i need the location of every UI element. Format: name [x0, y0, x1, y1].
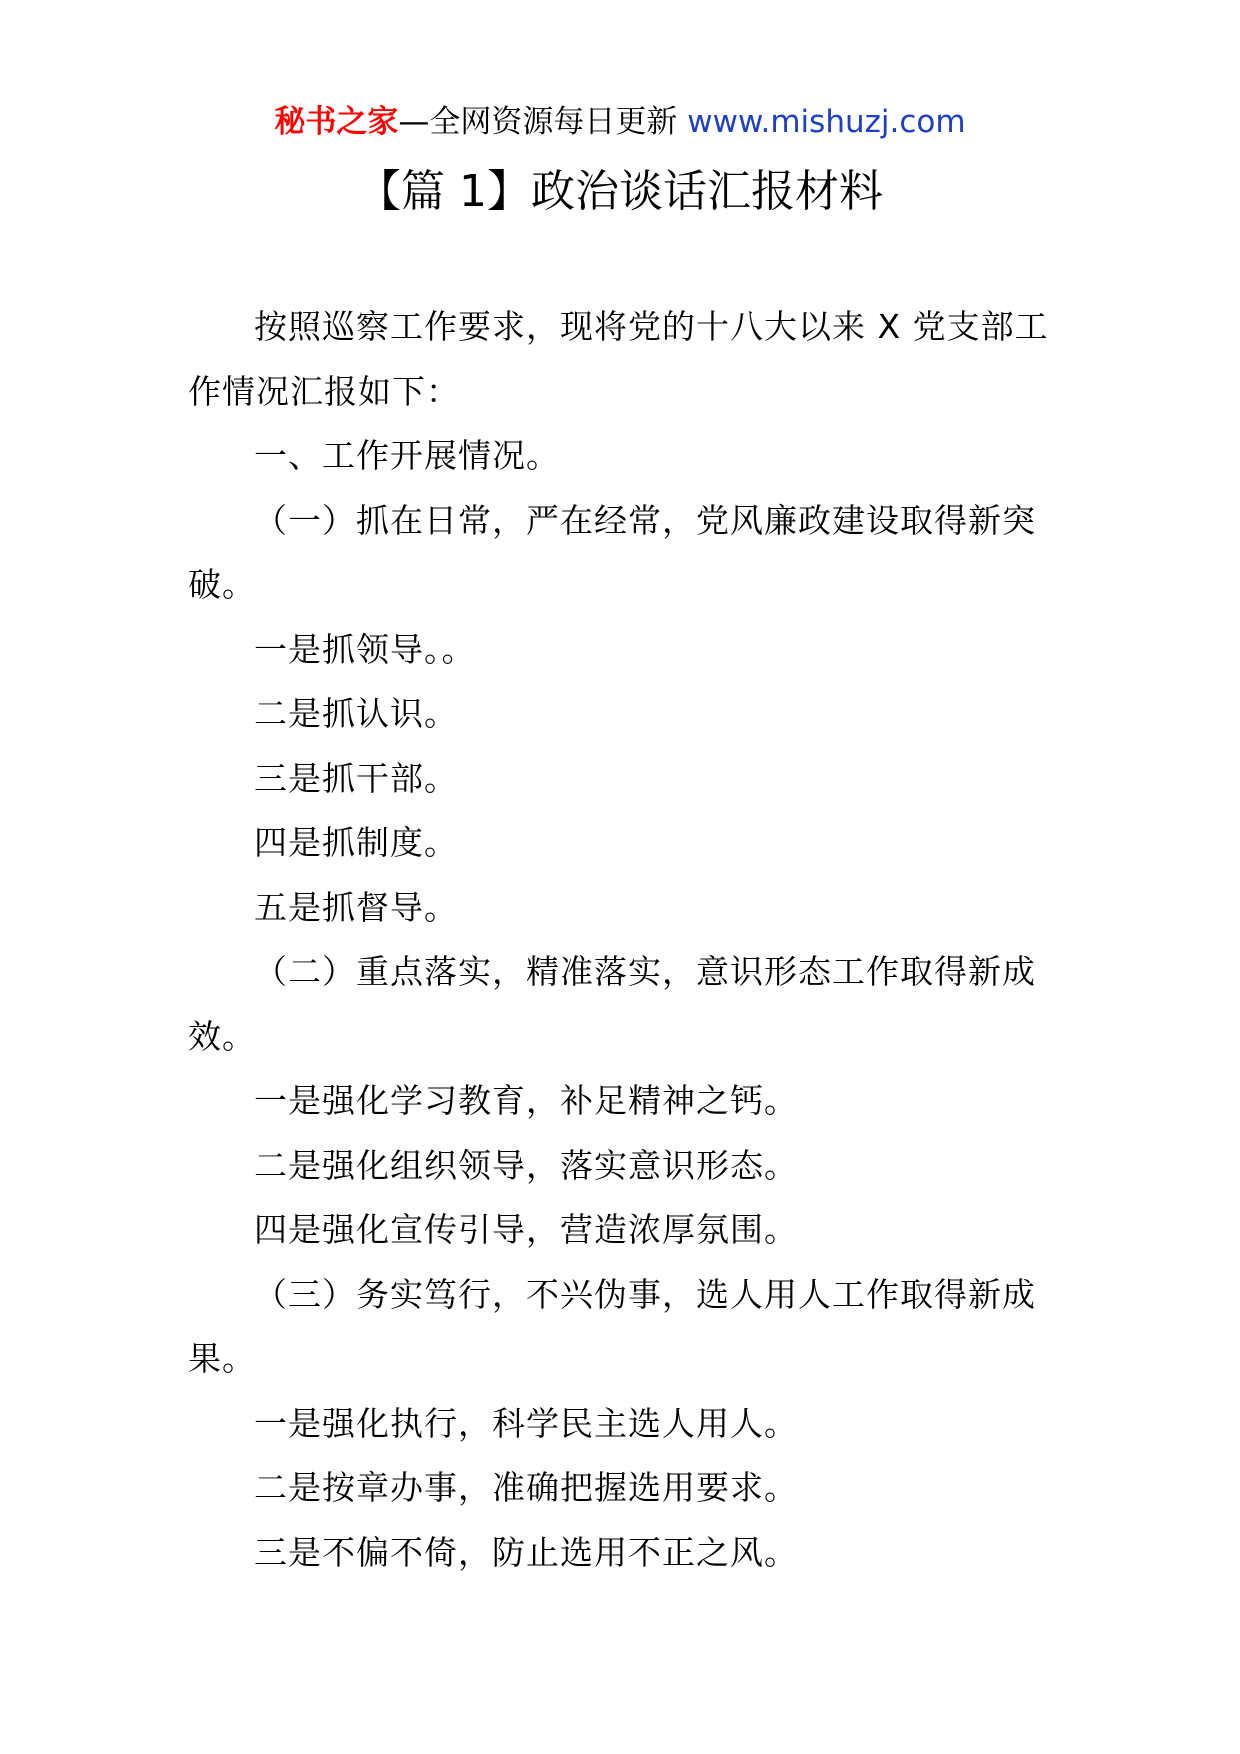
list-item: 四是强化宣传引导，营造浓厚氛围。 — [254, 1210, 798, 1249]
list-item: 二是按章办事，准确把握选用要求。 — [254, 1468, 798, 1507]
document-body — [188, 295, 1058, 1585]
section-heading-1: 一、工作开展情况。 — [254, 436, 560, 475]
list-item: 一是强化执行，科学民主选人用人。 — [254, 1403, 798, 1443]
site-url-link[interactable]: www.mishuzj.com — [687, 104, 966, 140]
list-item: 三是不偏不倚，防止选用不正之风。 — [254, 1532, 798, 1572]
list-item: 二是强化组织领导，落实意识形态。 — [254, 1145, 798, 1185]
list-item: 五是抓督导。 — [254, 887, 458, 927]
list-item: 四是抓制度。 — [254, 823, 458, 862]
document-title: 【篇 1】政治谈话汇报材料 — [357, 166, 883, 217]
paragraph-intro: 按照巡察工作要求，现将党的十八大以来 X 党支部工作情况汇报如下： — [188, 307, 1049, 411]
header-tagline: —全网资源每日更新 — [398, 104, 678, 140]
subsection-heading-2: （二）重点落实，精准落实，意识形态工作取得新成效。 — [188, 952, 1036, 1056]
brand-name: 秘书之家 — [274, 104, 399, 140]
list-item: 一是强化学习教育，补足精神之钙。 — [254, 1081, 798, 1120]
subsection-heading-1: （一）抓在日常，严在经常，党风廉政建设取得新突破。 — [188, 500, 1036, 604]
list-item: 一是抓领导。。 — [254, 629, 476, 669]
subsection-heading-3: （三）务实笃行，不兴伪事，选人用人工作取得新成果。 — [188, 1274, 1036, 1378]
site-header — [0, 100, 1240, 144]
list-item: 二是抓认识。 — [254, 694, 458, 733]
list-item: 三是抓干部。 — [254, 758, 458, 798]
